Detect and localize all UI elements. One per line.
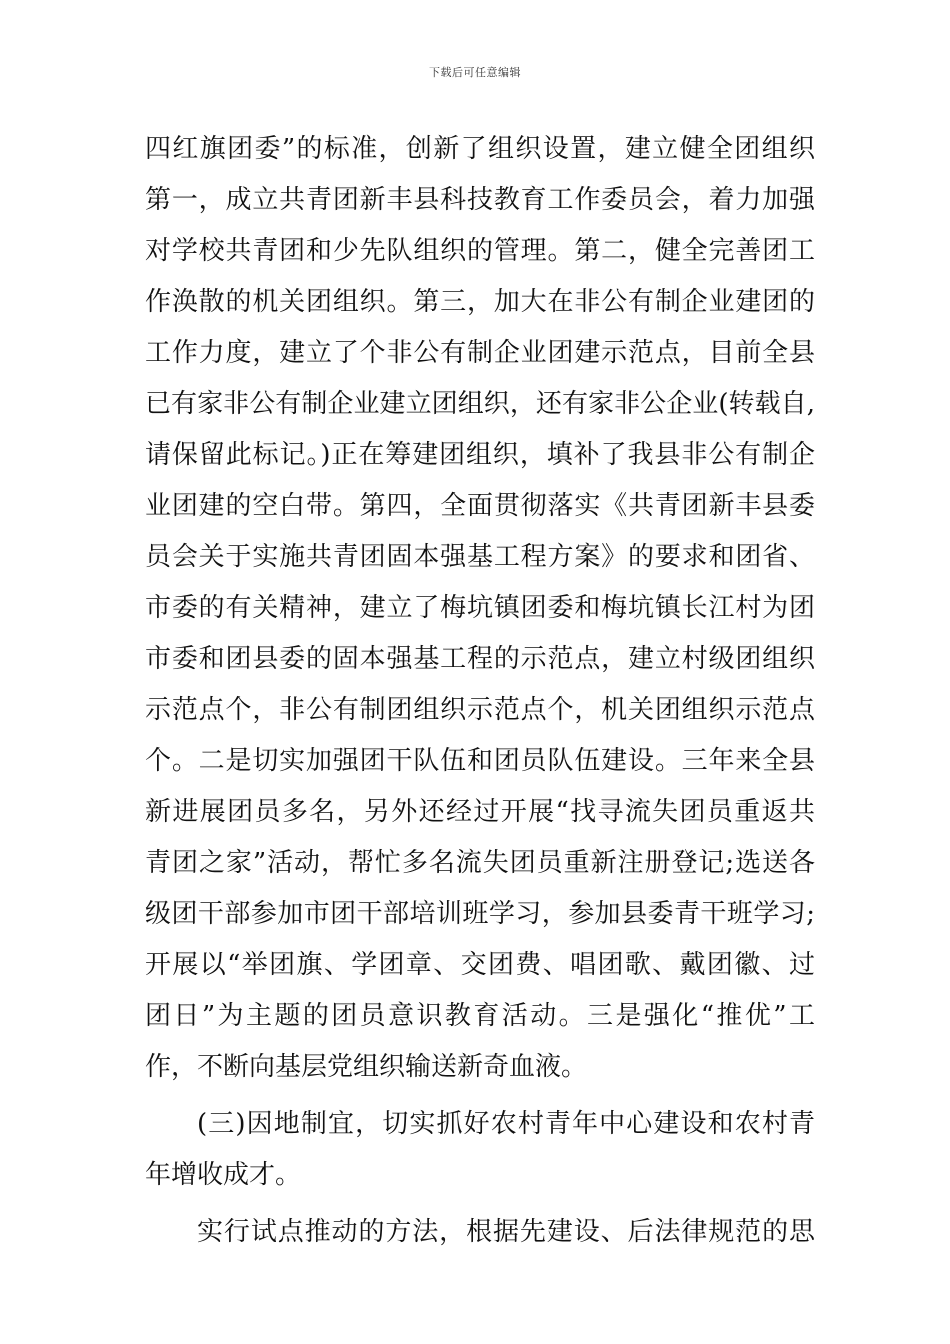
text-line: 青团之家”活动，帮忙多名流失团员重新注册登记;选送各 <box>145 848 815 878</box>
section-heading-line: 年增收成才。 <box>145 1160 302 1190</box>
text-line: 新进展团员多名，另外还经过开展“找寻流失团员重返共 <box>145 797 815 827</box>
text-line: 级团干部参加市团干部培训班学习，参加县委青干班学习; <box>145 899 815 929</box>
text-line: 员会关于实施共青团固本强基工程方案》的要求和团省、 <box>145 542 815 572</box>
text-line: 对学校共青团和少先队组织的管理。第二，健全完善团工 <box>145 236 815 266</box>
text-line: 作，不断向基层党组织输送新奇血液。 <box>145 1052 588 1082</box>
text-line: 团日”为主题的团员意识教育活动。三是强化“推优”工 <box>145 1001 815 1031</box>
section-heading-line: (三)因地制宜，切实抓好农村青年中心建设和农村青 <box>197 1109 815 1139</box>
text-line: 市委的有关精神，建立了梅坑镇团委和梅坑镇长江村为团 <box>145 593 815 623</box>
text-line: 实行试点推动的方法，根据先建设、后法律规范的思 <box>197 1217 815 1247</box>
body-text <box>145 124 815 1258</box>
text-line: 开展以“举团旗、学团章、交团费、唱团歌、戴团徽、过 <box>145 950 815 980</box>
text-line: 已有家非公有制企业建立团组织，还有家非公企业(转载自, <box>145 389 815 419</box>
text-line: 业团建的空白带。第四，全面贯彻落实《共青团新丰县委 <box>145 491 815 521</box>
header-note: 下载后可任意编辑 <box>429 66 521 79</box>
text-line: 作涣散的机关团组织。第三，加大在非公有制企业建团的 <box>145 287 815 317</box>
text-line: 四红旗团委”的标准，创新了组织设置，建立健全团组织 <box>145 134 815 164</box>
text-line: 示范点个，非公有制团组织示范点个，机关团组织示范点 <box>145 695 815 725</box>
text-line: 工作力度，建立了个非公有制企业团建示范点，目前全县 <box>145 338 815 368</box>
text-line: 市委和团县委的固本强基工程的示范点，建立村级团组织 <box>145 644 815 674</box>
text-line: 个。二是切实加强团干队伍和团员队伍建设。三年来全县 <box>145 746 815 776</box>
text-line: 请保留此标记。)正在筹建团组织，填补了我县非公有制企 <box>145 440 815 470</box>
text-line: 第一，成立共青团新丰县科技教育工作委员会，着力加强 <box>145 185 815 215</box>
